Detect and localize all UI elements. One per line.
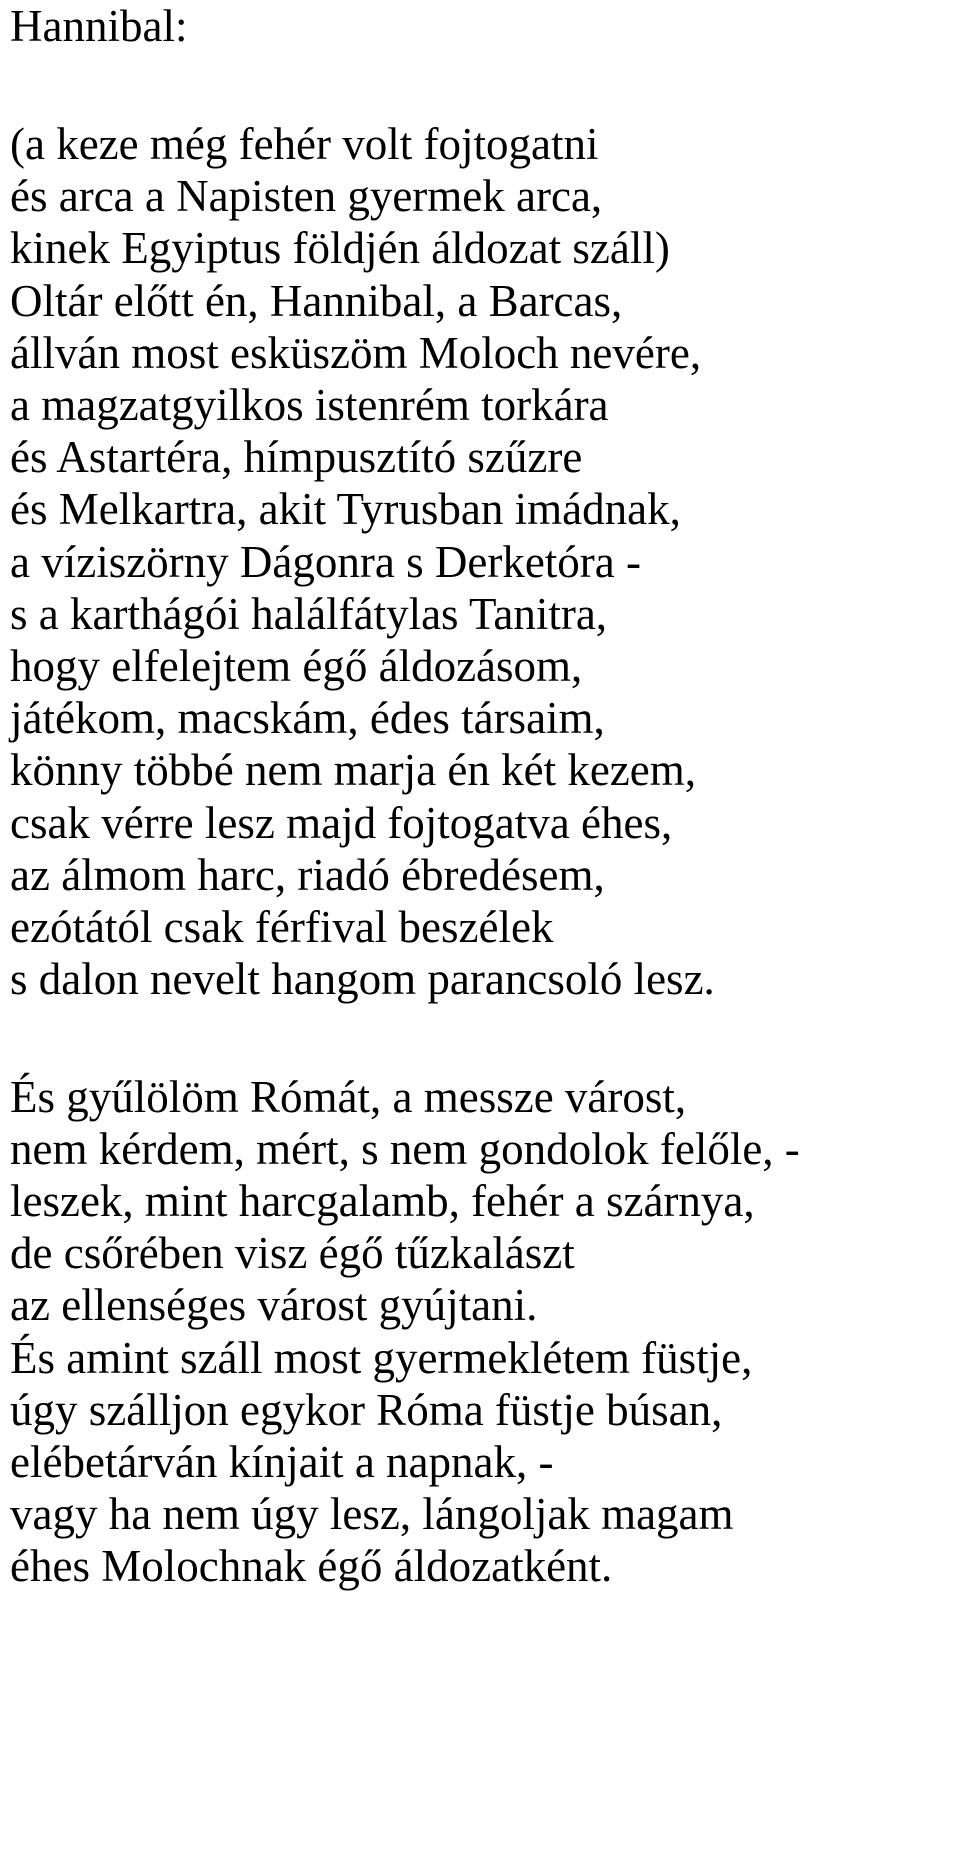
poem-line: az álmom harc, riadó ébredésem, [10, 850, 605, 900]
poem-line: állván most esküszöm Moloch nevére, [10, 328, 702, 378]
poem-line: leszek, mint harcgalamb, fehér a szárnya, [10, 1176, 755, 1226]
poem-line: de csőrében visz égő tűzkalászt [10, 1228, 575, 1278]
poem-line: hogy elfelejtem égő áldozásom, [10, 641, 583, 691]
poem-line: És amint száll most gyermeklétem füstje, [10, 1333, 753, 1383]
poem-line: és Melkartra, akit Tyrusban imádnak, [10, 484, 681, 534]
poem-line: (a keze még fehér volt fojtogatni [10, 119, 599, 169]
poem-line: s dalon nevelt hangom parancsoló lesz. [10, 954, 715, 1004]
poem-line: vagy ha nem úgy lesz, lángoljak magam [10, 1489, 734, 1539]
poem-line: elébetárván kínjait a napnak, - [10, 1437, 554, 1487]
poem-line: nem kérdem, mért, s nem gondolok felőle, - [10, 1124, 800, 1174]
poem-line: csak vérre lesz majd fojtogatva éhes, [10, 798, 673, 848]
poem-line: s a karthágói halálfátylas Tanitra, [10, 589, 608, 639]
poem-line: És gyűlölöm Rómát, a messze várost, [10, 1072, 687, 1122]
poem-line: könny többé nem marja én két kezem, [10, 745, 697, 795]
poem-line: játékom, macskám, édes társaim, [10, 693, 605, 743]
poem-line: kinek Egyiptus földjén áldozat száll) [10, 223, 670, 273]
poem-line: ezótától csak férfival beszélek [10, 902, 554, 952]
poem-line: és arca a Napisten gyermek arca, [10, 171, 603, 221]
poem-line: a víziszörny Dágonra s Derketóra - [10, 537, 641, 587]
poem-line: az ellenséges várost gyújtani. [10, 1280, 538, 1330]
poem-line: Oltár előtt én, Hannibal, a Barcas, [10, 276, 623, 326]
poem-heading: Hannibal: [10, 1, 188, 51]
poem-line: a magzatgyilkos istenrém torkára [10, 380, 609, 430]
poem-line: úgy szálljon egykor Róma füstje búsan, [10, 1385, 723, 1435]
poem-line: éhes Molochnak égő áldozatként. [10, 1541, 613, 1591]
poem-line: és Astartéra, hímpusztító szűzre [10, 432, 583, 482]
